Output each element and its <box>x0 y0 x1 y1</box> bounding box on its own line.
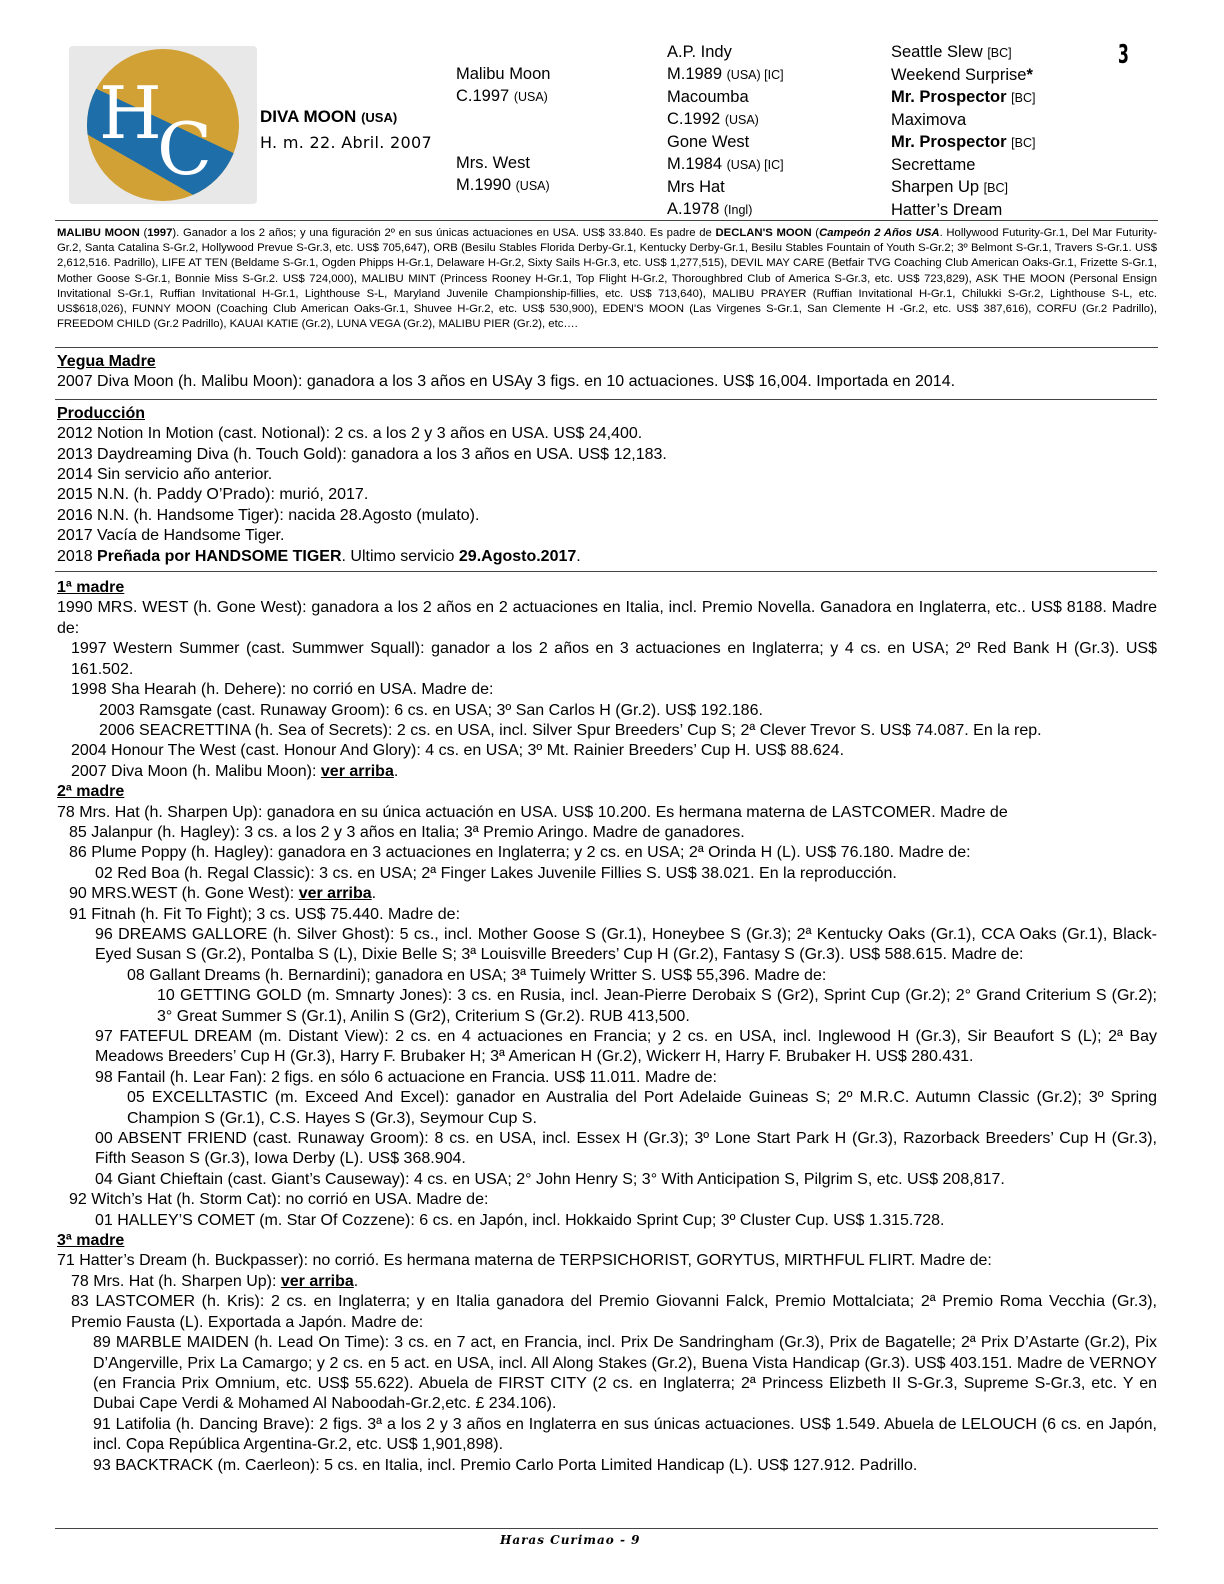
produccion-line: 2016 N.N. (h. Handsome Tiger): nacida 28.Agosto (mulato). <box>57 506 480 524</box>
sd-year: C.1992 <box>667 110 721 128</box>
produccion-line: 2017 Vacía de Handsome Tiger. <box>57 527 285 545</box>
dd-name: Mrs Hat <box>667 178 725 196</box>
gg3-tag: [BC] <box>1011 91 1036 105</box>
produccion-text: 2018 <box>57 547 98 565</box>
gg8-name: Hatter’s Dream <box>891 201 1003 219</box>
madre1-entry: 2003 Ramsgate (cast. Runaway Groom): 6 cs. en USA; 3º San Carlos H (Gr.2). US$ 192.186. <box>99 701 763 719</box>
produccion-text: . <box>576 547 581 565</box>
ds-year: M.1984 <box>667 155 723 173</box>
lot-number: 3 <box>1118 40 1129 70</box>
dam-name: Mrs. West <box>456 154 530 172</box>
gg6-name: Secrettame <box>891 156 976 174</box>
produccion-line: 2012 Notion In Motion (cast. Notional): 2 cs. a los 2 y 3 años en USA. US$ 24,400. <box>57 425 643 443</box>
pedigree-grandparents <box>667 41 784 221</box>
madre3-entry: 71 Hatter’s Dream (h. Buckpasser): no corrió. Es hermana materna de TERPSICHORIST, GORYTUS, MIRTHFUL FLIRT. Madre de: <box>57 1252 992 1270</box>
gg2-tag: * <box>1026 66 1033 84</box>
gg7-tag: [BC] <box>983 181 1008 195</box>
ver-arriba-link[interactable]: ver arriba <box>280 1272 354 1290</box>
sire-year: C.1997 <box>456 87 510 105</box>
madre3-entry: 89 MARBLE MAIDEN (h. Lead On Time): 3 cs. en 7 act, en Francia, incl. Prix De Sandringham (Gr.3), Prix de Bagatelle; 2ª Prix D’Astarte (Gr.2), Pix D’Angerville, Prix La Camargo; y 2 cs. en 5 act. en USA, incl. All Along Stakes (Gr.2), Buena Vista Handicap (Gr.3). US$ 403.151. Madre de VERNOY (en Francia Prix Omnium, etc. US$ 55.622). Abuela de FIRST CITY (2 cs. en Inglaterra; 2ª Princess Elizbeth II S-Gr.3, Supreme S-Gr.3, etc. Y en Dubai Cape Verdi & Mohamed Al Naboodah-Gr.2,etc. £ 234.106). <box>93 1334 1157 1413</box>
divider <box>55 393 1157 400</box>
madre1-entry: 2006 SEACRETTINA (h. Sea of Secrets): 2 cs. en USA, incl. Silver Spur Breeders’ Cup S; 2ª Clever Trevor S. US$ 74.087. En la rep. <box>99 721 1042 739</box>
sire-text: ). Ganador a los 2 años; y una figuración 2º en sus únicas actuaciones en USA. US$ 33.840. Es padre de <box>172 227 716 239</box>
divider <box>55 220 1158 221</box>
logo-graphic <box>69 46 257 204</box>
madre2-entry: 78 Mrs. Hat (h. Sharpen Up): ganadora en su única actuación en USA. US$ 10.200. Es hermana materna de LASTCOMER. Madre de <box>57 803 1008 821</box>
madre2-entry: 00 ABSENT FRIEND (cast. Runaway Groom): 8 cs. en USA, incl. Essex H (Gr.3); 3º Lone Start Park H (Gr.3), Razorback Breeders’ Cup H (Gr.3), Fifth Season S (Gr.3), Iowa Derby (L). US$ 368.904. <box>95 1130 1157 1168</box>
sire-year-bold: 1997 <box>147 227 173 239</box>
sire-name: Malibu Moon <box>456 65 551 83</box>
divider <box>55 347 1158 348</box>
madre1-entry: 1998 Sha Hearah (h. Dehere): no corrió en USA. Madre de: <box>71 681 494 699</box>
madre3-entry <box>57 1272 1157 1292</box>
ss-country: (USA) [IC] <box>726 68 784 82</box>
section-title-produccion: Producción <box>57 404 146 422</box>
ver-arriba-link[interactable]: ver arriba <box>320 762 394 780</box>
gg5-tag: [BC] <box>1011 136 1036 150</box>
madre1-entry: 1997 Western Summer (cast. Summwer Squall): ganador a los 2 años en 3 actuaciones en Inglaterra; y 4 cs. en USA; 2º Red Bank H (Gr.3). US$ 161.502. <box>71 640 1157 678</box>
footer-divider <box>55 1528 1158 1529</box>
gg5-name: Mr. Prospector <box>891 133 1007 151</box>
madre2-entry: 92 Witch’s Hat (h. Storm Cat): no corrió en USA. Madre de: <box>69 1191 489 1209</box>
madre3-text: 78 Mrs. Hat (h. Sharpen Up): <box>71 1272 281 1290</box>
main-content <box>57 352 1157 1476</box>
sire-progeny-bold: DECLAN'S MOON <box>715 227 812 239</box>
svg-text:H: H <box>99 71 162 155</box>
gg3-name: Mr. Prospector <box>891 88 1007 106</box>
dd-country: (Ingl) <box>723 203 753 217</box>
madre2-entry: 01 HALLEY’S COMET (m. Star Of Cozzene): 6 cs. en Japón, incl. Hokkaido Sprint Cup; 3º Cluster Cup. US$ 1.315.728. <box>95 1211 945 1229</box>
produccion-text: . Ultimo servicio <box>341 547 459 565</box>
ss-year: M.1989 <box>667 65 723 83</box>
madre2-entry: 08 Gallant Dreams (h. Bernardini); ganadora en USA; 3ª Tuimely Writter S. US$ 55,396. Madre de: <box>127 966 827 984</box>
madre3-entry: 93 BACKTRACK (m. Caerleon): 5 cs. en Italia, incl. Premio Carlo Porta Limited Handicap (L). US$ 127.912. Padrillo. <box>93 1456 918 1474</box>
produccion-line: 2014 Sin servicio año anterior. <box>57 466 273 484</box>
produccion-line <box>57 547 1157 567</box>
sire-champion-title: Campeón 2 Años USA <box>819 227 940 239</box>
dd-year: A.1978 <box>667 200 720 218</box>
madre3-entry: 83 LASTCOMER (h. Kris): 2 cs. en Inglaterra; y en Italia ganadora del Premio Giovanni Falck, Premio Mottalciata; 2ª Premio Roma Vecchia (Gr.3), Premio Fausta (L). Exportada a Japón. Madre de: <box>71 1293 1157 1331</box>
gg1-tag: [BC] <box>987 46 1012 60</box>
section-title-yegua-madre: Yegua Madre <box>57 353 156 370</box>
madre3-entry: 91 Latifolia (h. Dancing Brave): 2 figs. 3ª a los 2 y 3 años en Inglaterra en sus únicas actuaciones. US$ 1.549. Abuela de LELOUCH (6 cs. en Japón, incl. Copa República Argentina-Gr.2, etc. US$ 1,901,898). <box>93 1415 1157 1454</box>
gg2-name: Weekend Surprise <box>891 66 1027 84</box>
pedigree-great-grandparents <box>891 41 1035 221</box>
sire-name-bold: MALIBU MOON <box>57 227 140 239</box>
madre2-entry: 91 Fitnah (h. Fit To Fight); 3 cs. US$ 75.440. Madre de: <box>69 905 461 923</box>
madre2-entry: 02 Red Boa (h. Regal Classic): 3 cs. en USA; 2ª Finger Lakes Juvenile Fillies S. US$ 38.021. En la reproducción. <box>95 864 897 882</box>
produccion-bold: Preñada por HANDSOME TIGER <box>97 547 342 565</box>
madre2-text: 90 MRS.WEST (h. Gone West): <box>69 885 299 903</box>
dam-country: (USA) <box>515 179 550 193</box>
sire-description <box>57 226 1157 332</box>
madre2-entry: 04 Giant Chieftain (cast. Giant’s Causeway): 4 cs. en USA; 2° John Henry S; 3° With Anticipation S, Pilgrim S, etc. US$ 208,817. <box>95 1170 1005 1188</box>
gg1-name: Seattle Slew <box>891 43 983 61</box>
madre2-entry: 86 Plume Poppy (h. Hagley): ganadora en 3 actuaciones en Inglaterra; y 2 cs. en USA; 2ª Orinda H (L). US$ 76.180. Madre de: <box>69 844 971 862</box>
madre2-entry: 85 Jalanpur (h. Hagley): 3 cs. a los 2 y 3 años en Italia; 3ª Premio Aringo. Madre de ganadores. <box>69 823 745 841</box>
pedigree-dam <box>456 152 550 197</box>
madre3-text: . <box>353 1272 359 1290</box>
produccion-line: 2015 N.N. (h. Paddy O’Prado): murió, 2017. <box>57 486 369 504</box>
horse-details: H. m. 22. Abril. 2007 <box>260 133 432 152</box>
section-title-madre-1: 1ª madre <box>57 579 125 597</box>
sire-text: ( <box>139 227 148 239</box>
madre1-entry: 2004 Honour The West (cast. Honour And Glory): 4 cs. en USA; 3º Mt. Rainier Breeders’ Cup H. US$ 88.624. <box>71 742 845 760</box>
sire-text: . Hollywood Futurity- <box>939 227 1044 239</box>
horse-name <box>260 107 397 127</box>
gg7-name: Sharpen Up <box>891 178 980 196</box>
section-title-madre-2: 2ª madre <box>57 783 125 801</box>
section-title-madre-3: 3ª madre <box>57 1232 125 1250</box>
ds-country: (USA) [IC] <box>726 158 784 172</box>
divider <box>55 567 1157 572</box>
produccion-bold: 29.Agosto.2017 <box>458 547 577 565</box>
madre2-entry: 97 FATEFUL DREAM (m. Distant View): 2 cs. en 4 actuaciones en Francia; y 2 cs. en USA, incl. Inglewood H (Gr.3), Sir Beaufort S (L); 2ª Bay Meadows Breeders’ Cup H (Gr.3), Harry F. Brubaker H; 3ª American H (Gr.2), Wickerr H, Harry F. Brubaker H. US$ 280.431. <box>95 1028 1157 1066</box>
madre2-entry: 10 GETTING GOLD (m. Smnarty Jones): 3 cs. en Rusia, incl. Jean-Pierre Derobaix S (Gr2), Sprint Cup (Gr.2); 2° Grand Criterium S (Gr.2); 3° Great Summer S (Gr.1), Anilin S (Gr2), Criterium S (Gr.2). RUB 413,500. <box>157 987 1157 1025</box>
ds-name: Gone West <box>667 133 750 151</box>
dam-year: M.1990 <box>456 176 512 194</box>
haras-logo <box>69 46 257 204</box>
ver-arriba-link[interactable]: ver arriba <box>298 885 372 903</box>
sire-country: (USA) <box>513 90 548 104</box>
madre2-entry: 98 Fantail (h. Lear Fan): 2 figs. en sólo 6 actuacione en Francia. US$ 11.011. Madre de: <box>95 1068 717 1086</box>
madre2-text: . <box>371 885 377 903</box>
madre1-text: . <box>393 762 399 780</box>
footer-text: Haras Curimao - 9 <box>500 1533 641 1547</box>
madre1-entry <box>57 762 1157 782</box>
sd-name: Macoumba <box>667 88 749 106</box>
yegua-madre-text: 2007 Diva Moon (h. Malibu Moon): ganadora a los 3 años en USAy 3 figs. en 10 actuaciones. US$ 16,004. Importada en 2014. <box>57 373 956 391</box>
produccion-line: 2013 Daydreaming Diva (h. Touch Gold): ganadora a los 3 años en USA. US$ 12,183. <box>57 445 667 463</box>
madre2-entry: 05 EXCELLTASTIC (m. Exceed And Excel): ganador en Australia del Port Adelaide Guineas S; 2º M.R.C. Autumn Classic (Gr.2); 3º Spring Champion S (Gr.1), C.S. Hayes S (Gr.3), Seymour Cup S. <box>127 1089 1157 1127</box>
ss-name: A.P. Indy <box>667 43 732 61</box>
madre2-entry: 96 DREAMS GALLORE (h. Silver Ghost): 5 cs., incl. Mother Goose S (Gr.1), Honeybee S (Gr.3); 2ª Kentucky Oaks (Gr.1), CCA Oaks (Gr.1), Black-Eyed Susan S (Gr.2), Pontalba S (L), Dixie Belle S; 3ª Louisville Breeders’ Cup H (Gr.2), Fantasy S (Gr.3). US$ 588.615. Madre de: <box>95 925 1157 964</box>
sire-progeny-list: Gr.1, Del Mar Futurity-Gr.2, Santa Catalina S-Gr.2, Hollywood Prevue S-Gr.3, etc. US$ 705,647), ORB (Besilu Stables Florida Derby-Gr.1, Kentucky Derby-Gr.1, Besilu Stables Fountain of Youth S-Gr.2; 3º Belmont S-Gr.1, Travers S-Gr.1. US$ 2,612,516. Padrillo), LIFE AT TEN (Beldame S-Gr.1, Ogden Phipps H-Gr.1, Delaware H-Gr.2, Sixty Sails H-Gr.3, etc. US$ 1,277,515), DEVIL MAY CARE (Betfair TVG Coaching Club American Oaks-Gr.1, Frizette S-Gr.1, Mother Goose S-Gr.1, Bonnie Miss S-Gr.2. US$ 724,000), MALIBU MINT (Princess Rooney H-Gr.1, Top Flight H-Gr.2, Thoroughbred Club of America S-Gr.3, etc. US$ 723,829), ASK THE MOON (Personal Ensign Invitational S-Gr.1, Ruffian Invitational H-Gr.1, Lighthouse S-L, Maryland Juvenile Championship-fillies, etc. US$ 713,640), MALIBU PRAYER (Ruffian Invitational H-Gr.1, Chilukki S-Gr.2, Lighthouse S-L, etc. US$618,026), FUNNY MOON (Coaching Club American Oaks-Gr.1, Shuvee H-Gr.2, etc. US$ 530,900), EDEN'S MOON (Las Virgenes S-Gr.1, San Clemente H -Gr.2, etc. US$ 387,616), CORFU (Gr.2 Padrillo), FREEDOM CHILD (Gr.2 Padrillo), KAUAI KATIE (Gr.2), LUNA VEGA (Gr.2), MALIBU PIER (Gr.2), etc…. <box>57 227 1158 331</box>
horse-name-text: DIVA MOON <box>260 107 357 126</box>
madre2-entry <box>57 884 1157 904</box>
sire-text: ( <box>811 227 820 239</box>
sd-country: (USA) <box>724 113 759 127</box>
madre1-text: 2007 Diva Moon (h. Malibu Moon): <box>71 762 321 780</box>
madre1-entry: 1990 MRS. WEST (h. Gone West): ganadora a los 2 años en 2 actuaciones en Italia, incl. Premio Novella. Ganadora en Inglaterra, etc.. US$ 8188. Madre de: <box>57 599 1157 637</box>
gg4-name: Maximova <box>891 111 967 129</box>
pedigree-sire <box>456 63 550 108</box>
horse-country: (USA) <box>361 110 398 125</box>
svg-text:C: C <box>157 107 213 191</box>
